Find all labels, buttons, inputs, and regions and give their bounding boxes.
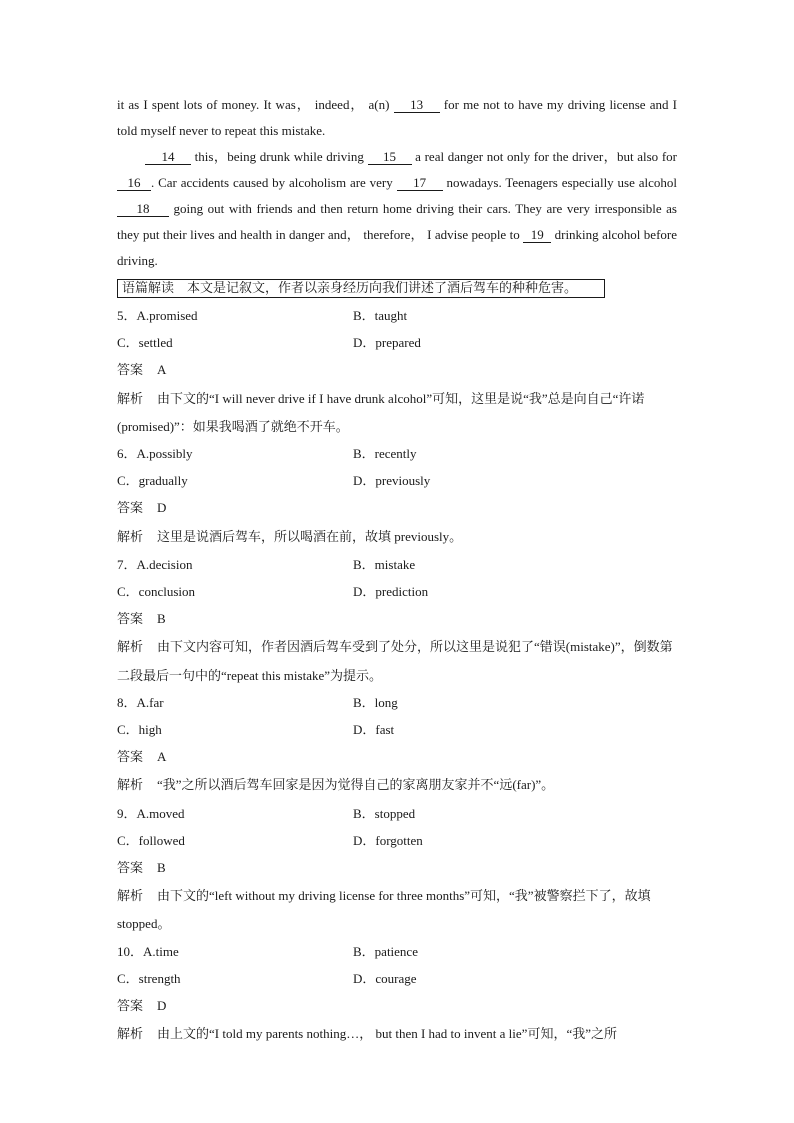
- blank-19: 19: [523, 227, 551, 243]
- answer-value: B: [157, 611, 166, 627]
- explanation-text: 由下文的“I will never drive if I have drunk alcohol”可知，这里是说“我”总是向自己“许诺(promised)”：如果我喝酒了就绝不开车。: [117, 390, 645, 434]
- explanation-label: 解析: [117, 391, 144, 407]
- document-page: [117, 92, 677, 1048]
- answer-value: D: [157, 500, 167, 516]
- answer-value: D: [157, 998, 167, 1014]
- answer-line: [117, 605, 677, 633]
- option-b: B．mistake: [353, 556, 416, 572]
- explanation-text: 由下文的“left without my driving license for three months”可知，“我”被警察拦下了，故填 stopped。: [117, 888, 651, 932]
- answer-line: [117, 356, 677, 384]
- answer-label: 答案: [117, 501, 144, 517]
- passage-text: this，being drunk while driving: [191, 149, 368, 164]
- passage-text: . Car accidents caused by alcoholism are very: [151, 175, 397, 190]
- explanation-label: 解析: [117, 778, 144, 794]
- explanation-line: [117, 1020, 677, 1048]
- options-row: [117, 716, 677, 743]
- option-d: D．previously: [353, 473, 431, 489]
- explanation-line: [117, 882, 677, 937]
- answer-line: [117, 743, 677, 771]
- answer-line: [117, 854, 677, 882]
- option-b: B．stopped: [353, 805, 416, 821]
- option-c: C．conclusion: [117, 584, 195, 600]
- explanation-label: 解析: [117, 889, 144, 905]
- explanation-text: 由下文内容可知，作者因酒后驾车受到了处分，所以这里是说犯了“错误(mistake)”，倒数第二段最后一句中的“repeat this mistake”为提示。: [117, 639, 673, 683]
- answer-label: 答案: [117, 363, 144, 379]
- explanation-text: “我”之所以酒后驾车回家是因为觉得自己的家离朋友家并不“远(far)”。: [157, 777, 555, 793]
- option-d: D．courage: [353, 970, 417, 986]
- explanation-text: 由上文的“I told my parents nothing…， but then I had to invent a lie”可知，“我”之所: [157, 1026, 617, 1042]
- options-row: [117, 827, 677, 854]
- options-row: [117, 329, 677, 356]
- explanation-label: 解析: [117, 1027, 144, 1043]
- passage-paragraph-2: [117, 144, 677, 274]
- option-b: B．recently: [353, 446, 417, 462]
- answer-value: B: [157, 860, 166, 876]
- passage-text: going out with friends and then return home driving their cars. They are very irresponsible as they put their lives and health in danger and， therefore， I advise people to: [117, 201, 677, 242]
- option-c: C．high: [117, 722, 162, 738]
- answer-line: [117, 992, 677, 1020]
- options-row: [117, 467, 677, 494]
- passage-text: nowadays. Teenagers especially use alcohol: [442, 175, 677, 190]
- option-c: C．gradually: [117, 473, 188, 489]
- options-row: [117, 965, 677, 992]
- question-5: [117, 302, 677, 440]
- option-c: C．followed: [117, 832, 185, 848]
- question-8: [117, 689, 677, 800]
- option-b: B．taught: [353, 308, 408, 323]
- passage-paragraph-1: [117, 92, 677, 144]
- explanation-line: [117, 771, 677, 799]
- answer-value: A: [157, 362, 167, 378]
- answer-line: [117, 494, 677, 522]
- answer-label: 答案: [117, 750, 144, 766]
- blank-17: 17: [397, 175, 443, 191]
- answer-value: A: [157, 749, 167, 765]
- option-a: 7．A.decision: [117, 556, 193, 572]
- options-row: [117, 800, 677, 827]
- passage-text: drinking alcohol before driving.: [117, 227, 678, 268]
- option-d: D．fast: [353, 722, 395, 738]
- blank-18: 18: [117, 201, 169, 217]
- explanation-line: [117, 633, 677, 688]
- explanation-line: [117, 523, 677, 551]
- answer-label: 答案: [117, 612, 144, 628]
- answer-label: 答案: [117, 861, 144, 877]
- option-c: C．strength: [117, 970, 181, 986]
- options-row: [117, 578, 677, 605]
- passage-summary-box: 语篇解读 本文是记叙文，作者以亲身经历向我们讲述了酒后驾车的种种危害。: [117, 279, 605, 298]
- options-row: [117, 551, 677, 578]
- options-row: [117, 440, 677, 467]
- option-a: 8．A.far: [117, 694, 164, 710]
- option-a: 6．A.possibly: [117, 446, 193, 462]
- question-9: [117, 800, 677, 938]
- explanation-label: 解析: [117, 640, 144, 656]
- answer-label: 答案: [117, 999, 144, 1015]
- blank-15: 15: [368, 149, 412, 165]
- option-a: 10．A.time: [117, 943, 179, 959]
- question-7: [117, 551, 677, 689]
- passage-text: a real danger not only for the driver，but also for: [411, 149, 677, 164]
- option-a: 9．A.moved: [117, 805, 185, 821]
- passage-text: it as I spent lots of money. It was， indeed， a(n): [117, 97, 394, 112]
- question-6: [117, 440, 677, 551]
- option-b: B．patience: [353, 943, 418, 959]
- option-d: D．forgotten: [353, 832, 423, 848]
- blank-16: 16: [117, 175, 151, 191]
- blank-13: 13: [394, 97, 440, 113]
- explanation-line: [117, 385, 677, 440]
- explanation-text: 这里是说酒后驾车，所以喝酒在前，故填 previously。: [157, 528, 463, 544]
- explanation-label: 解析: [117, 529, 144, 545]
- passage-text: for me not to have my driving license and I told myself never to repeat this mistake.: [117, 97, 677, 138]
- options-row: [117, 302, 677, 329]
- options-row: [117, 689, 677, 716]
- option-d: D．prepared: [353, 335, 421, 351]
- option-a: 5．A.promised: [117, 308, 198, 323]
- option-b: B．long: [353, 694, 398, 710]
- options-row: [117, 938, 677, 965]
- option-c: C．settled: [117, 335, 173, 351]
- option-d: D．prediction: [353, 584, 429, 600]
- blank-14: 14: [145, 149, 191, 165]
- question-10: [117, 938, 677, 1049]
